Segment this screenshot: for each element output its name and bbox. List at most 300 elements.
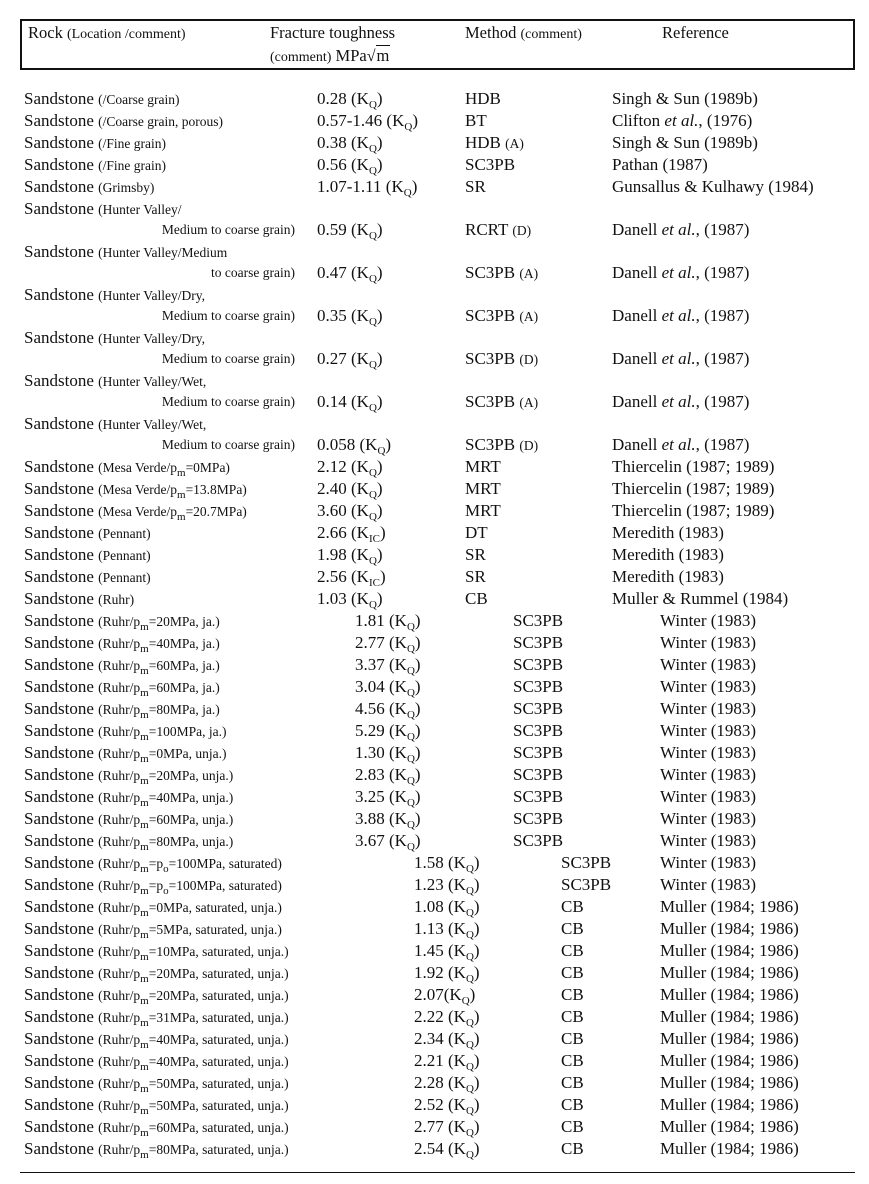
reference-author: Winter (1983): [660, 677, 757, 696]
method-cell: [513, 610, 563, 632]
rock-location-line2: Medium to coarse grain): [161, 351, 295, 366]
toughness-cell: $2.07(K_Q)$: [414, 985, 476, 1007]
reference-cell: [660, 632, 756, 654]
reference-cell: [660, 830, 756, 852]
method-value: MRT: [465, 457, 501, 476]
subscript-m: m: [140, 1039, 149, 1051]
method-value: CB: [465, 589, 488, 608]
header-reference: Reference: [662, 23, 729, 42]
method-cell: [513, 654, 563, 676]
subscript-m: m: [140, 951, 149, 963]
toughness-value: 0.14: [317, 392, 347, 411]
method-cell: [513, 808, 563, 830]
toughness-cell: 2.40 $(K_Q)$: [317, 479, 383, 501]
toughness-cell: 0.56 $(K_Q)$: [317, 155, 383, 177]
rock-cell: [24, 1050, 289, 1073]
method-value: SC3PB: [513, 721, 564, 740]
reference-cell: [612, 132, 758, 154]
method-value: CB: [561, 985, 584, 1004]
method-value: SC3PB: [513, 831, 564, 850]
rock-location-end: =40MPa, saturated, unja.): [148, 1054, 289, 1069]
method-cell: [561, 918, 584, 940]
toughness-value: 3.88: [355, 809, 385, 828]
subscript-o: o: [163, 885, 169, 897]
rock-location: (Ruhr/p: [98, 1076, 141, 1091]
table-row: [0, 588, 869, 610]
method-note: (A): [519, 266, 539, 281]
k-subscript: Q: [465, 1105, 474, 1117]
rock-location-end: =50MPa, saturated, unja.): [148, 1076, 289, 1091]
rock-cell: [24, 1138, 289, 1161]
toughness-cell: 2.21 $(K_Q)$: [414, 1051, 480, 1073]
rock-location-line2: to coarse grain): [211, 265, 295, 280]
rock-location: (Ruhr/p: [98, 658, 141, 673]
rock-location: (Ruhr/p: [98, 1010, 141, 1025]
k-subscript: Q: [465, 907, 474, 919]
reference-author: Meredith (1983): [612, 523, 724, 542]
method-cell: [465, 478, 501, 500]
toughness-cell: 0.35 $(K_Q)$: [317, 306, 383, 328]
rock-location: (Ruhr/p: [98, 680, 141, 695]
header-toughness-unit: (comment) MPa√m: [270, 46, 390, 65]
table-row: [0, 176, 869, 198]
toughness-cell: 1.13 $(K_Q)$: [414, 919, 480, 941]
rock-name: Sandstone: [24, 655, 94, 674]
rock-location-end: =40MPa, ja.): [148, 636, 220, 651]
reference-author: Danell: [612, 392, 658, 411]
rock-location-line2: Medium to coarse grain): [161, 437, 295, 452]
rock-location: (Ruhr/p: [98, 724, 141, 739]
table-row: [0, 544, 869, 566]
reference-cell: [612, 154, 708, 176]
k-subscript: Q: [368, 359, 377, 371]
method-value: SC3PB: [561, 875, 612, 894]
subscript-m: m: [140, 907, 149, 919]
rock-location: (Mesa Verde/p: [98, 504, 177, 519]
rock-cell: [24, 544, 151, 567]
reference-cell: [612, 262, 749, 284]
method-cell: [561, 1072, 584, 1094]
rock-cell: [24, 1094, 289, 1117]
k-subscript: Q: [404, 121, 413, 133]
rock-location: (Hunter Valley/Wet,: [98, 417, 207, 432]
toughness-cell: 1.81 $(K_Q)$: [355, 611, 421, 633]
reference-cell: [612, 456, 774, 478]
rock-location: (Hunter Valley/: [98, 202, 182, 217]
rock-location-end: =13.8MPa): [185, 482, 247, 497]
toughness-cell: 2.56 $(K_{IC})$: [317, 567, 386, 589]
k-subscript: Q: [368, 143, 377, 155]
subscript-m: m: [140, 709, 149, 721]
method-cell: [465, 88, 501, 110]
reference-author: Winter (1983): [660, 875, 757, 894]
subscript-m: m: [140, 819, 149, 831]
toughness-value: 2.54: [414, 1139, 444, 1158]
method-value: CB: [561, 1051, 584, 1070]
table-row: [0, 742, 869, 764]
et-al: et al.: [661, 349, 696, 368]
method-value: SC3PB: [513, 787, 564, 806]
toughness-cell: 1.58 $(K_Q)$: [414, 853, 480, 875]
rock-name: Sandstone: [24, 963, 94, 982]
subscript-m: m: [140, 775, 149, 787]
method-cell: [513, 786, 563, 808]
table-row: [0, 154, 869, 176]
toughness-value: 0.56: [317, 155, 347, 174]
rock-name: Sandstone: [24, 721, 94, 740]
rock-cell: [24, 632, 220, 655]
table-row: [0, 1006, 869, 1028]
k-subscript: Q: [406, 709, 415, 721]
method-value: MRT: [465, 479, 501, 498]
toughness-cell: 2.54 $(K_Q)$: [414, 1139, 480, 1161]
rock-cell: [24, 654, 220, 677]
reference-author: Winter (1983): [660, 699, 757, 718]
reference-cell: [660, 1006, 799, 1028]
reference-author: Muller (1984; 1986): [660, 1139, 799, 1158]
toughness-cell: 2.77 $(K_Q)$: [414, 1117, 480, 1139]
method-value: SC3PB: [513, 611, 564, 630]
method-value: SC3PB: [465, 155, 516, 174]
method-cell: [561, 940, 584, 962]
toughness-value: 1.58: [414, 853, 444, 872]
k-subscript: Q: [368, 555, 377, 567]
table-header: [20, 19, 855, 70]
table-row: [0, 522, 869, 544]
toughness-cell: 1.07-1.11 $(K_Q)$: [317, 177, 418, 199]
toughness-value: 1.81: [355, 611, 385, 630]
method-cell: [465, 176, 486, 198]
k-subscript: Q: [465, 1039, 474, 1051]
rock-name: Sandstone: [24, 328, 94, 347]
table-row: [0, 1050, 869, 1072]
rock-location-end: =0MPa): [185, 460, 230, 475]
rock-location: (/Fine grain): [98, 158, 166, 173]
rock-location: (Ruhr/p: [98, 1054, 141, 1069]
rock-name: Sandstone: [24, 633, 94, 652]
reference-cell: [612, 434, 749, 456]
method-cell: [465, 305, 538, 328]
method-value: RCRT: [465, 220, 509, 239]
reference-author: Winter (1983): [660, 787, 757, 806]
reference-author: Muller (1984; 1986): [660, 1117, 799, 1136]
rock-name: Sandstone: [24, 567, 94, 586]
k-subscript: Q: [368, 273, 377, 285]
table-row: [0, 764, 869, 786]
reference-cell: [660, 1138, 799, 1160]
table-row: [0, 241, 869, 284]
reference-author: Clifton: [612, 111, 661, 130]
reference-cell: [612, 544, 724, 566]
rock-name: Sandstone: [24, 897, 94, 916]
toughness-cell: 0.27 $(K_Q)$: [317, 349, 383, 371]
rock-name: Sandstone: [24, 809, 94, 828]
reference-cell: [612, 88, 758, 110]
method-value: HDB: [465, 133, 501, 152]
reference-author: Muller (1984; 1986): [660, 1029, 799, 1048]
rock-location: (Ruhr/p: [98, 746, 141, 761]
et-al: et al.: [661, 306, 696, 325]
rock-name: Sandstone: [24, 787, 94, 806]
method-cell: [465, 588, 488, 610]
rock-name: Sandstone: [24, 677, 94, 696]
method-cell: [513, 720, 563, 742]
rock-cell: [24, 698, 220, 721]
reference-year: , (1987): [695, 435, 750, 454]
toughness-cell: 0.28 $(K_Q)$: [317, 89, 383, 111]
method-cell: [513, 698, 563, 720]
k-subscript: Q: [377, 445, 386, 457]
toughness-cell: 2.34 $(K_Q)$: [414, 1029, 480, 1051]
toughness-value: 2.77: [355, 633, 385, 652]
k-subscript: Q: [465, 973, 474, 985]
reference-cell: [660, 1116, 799, 1138]
rock-cell: [24, 1006, 289, 1029]
reference-year: , (1976): [698, 111, 753, 130]
reference-cell: [660, 1094, 799, 1116]
reference-author: Muller & Rummel (1984): [612, 589, 789, 608]
subscript-m: m: [140, 995, 149, 1007]
k-subscript: Q: [461, 995, 470, 1007]
rock-name: Sandstone: [24, 523, 94, 542]
table-row: [0, 110, 869, 132]
toughness-value: 3.37: [355, 655, 385, 674]
rock-name: Sandstone: [24, 1139, 94, 1158]
method-value: SC3PB: [513, 809, 564, 828]
reference-year: , (1987): [695, 306, 750, 325]
toughness-cell: 1.23 $(K_Q)$: [414, 875, 480, 897]
toughness-value: 2.52: [414, 1095, 444, 1114]
k-subscript: IC: [368, 533, 380, 545]
toughness-cell: 3.25 $(K_Q)$: [355, 787, 421, 809]
table-row: [0, 456, 869, 478]
rock-cell: [24, 588, 134, 611]
rock-name: Sandstone: [24, 1073, 94, 1092]
method-value: CB: [561, 1073, 584, 1092]
rock-cell: [24, 284, 205, 307]
subscript-m: m: [140, 885, 149, 897]
toughness-cell: 2.22 $(K_Q)$: [414, 1007, 480, 1029]
toughness-cell: 1.45 $(K_Q)$: [414, 941, 480, 963]
rock-location-end: =100MPa, saturated): [168, 878, 282, 893]
subscript-m: m: [140, 841, 149, 853]
reference-cell: [660, 676, 756, 698]
method-cell: [513, 830, 563, 852]
reference-author: Winter (1983): [660, 853, 757, 872]
rock-cell: [24, 1028, 289, 1051]
rock-name: Sandstone: [24, 985, 94, 1004]
rock-location: (Ruhr/p: [98, 614, 141, 629]
method-note: (D): [512, 223, 532, 238]
table-row: [0, 566, 869, 588]
method-cell: [561, 1138, 584, 1160]
rock-location: (Mesa Verde/p: [98, 460, 177, 475]
rock-location: (Grimsby): [98, 180, 155, 195]
reference-cell: [612, 391, 749, 413]
method-cell: [561, 1116, 584, 1138]
header-rock: Rock (Location /comment): [28, 23, 186, 42]
subscript-m: m: [140, 1061, 149, 1073]
method-value: CB: [561, 1139, 584, 1158]
rock-location-end: =60MPa, ja.): [148, 658, 220, 673]
rock-location-mid: =p: [148, 878, 164, 893]
method-value: DT: [465, 523, 488, 542]
subscript-m: m: [140, 929, 149, 941]
reference-cell: [612, 348, 749, 370]
rock-cell: [24, 198, 182, 221]
rock-location: (Pennant): [98, 526, 151, 541]
method-value: MRT: [465, 501, 501, 520]
toughness-value: 1.07-1.11: [317, 177, 382, 196]
k-subscript: Q: [406, 621, 415, 633]
rock-location-end: =80MPa, ja.): [148, 702, 220, 717]
rock-cell: [24, 610, 220, 633]
rock-location-end: =60MPa, ja.): [148, 680, 220, 695]
method-cell: [465, 262, 538, 285]
k-subscript: Q: [465, 1149, 474, 1161]
subscript-m: m: [140, 731, 149, 743]
k-subscript: Q: [406, 841, 415, 853]
method-cell: [465, 154, 515, 176]
rock-location-line2: Medium to coarse grain): [161, 222, 295, 237]
table-row: [0, 918, 869, 940]
rock-location-end: =0MPa, unja.): [148, 746, 227, 761]
toughness-cell: 2.83 $(K_Q)$: [355, 765, 421, 787]
rock-cell: [24, 132, 166, 155]
k-subscript: Q: [465, 1083, 474, 1095]
rock-location-end: =60MPa, unja.): [148, 812, 234, 827]
rock-name: Sandstone: [24, 111, 94, 130]
reference-author: Pathan (1987): [612, 155, 708, 174]
rock-name: Sandstone: [24, 1051, 94, 1070]
subscript-m: m: [140, 1017, 149, 1029]
reference-cell: [660, 1072, 799, 1094]
table-row: [0, 896, 869, 918]
toughness-value: 1.23: [414, 875, 444, 894]
reference-author: Muller (1984; 1986): [660, 1007, 799, 1026]
subscript-m: m: [177, 489, 186, 501]
toughness-value: 0.57-1.46: [317, 111, 383, 130]
reference-author: Muller (1984; 1986): [660, 1051, 799, 1070]
rock-location: (Hunter Valley/Dry,: [98, 331, 205, 346]
rock-name: Sandstone: [24, 1029, 94, 1048]
rock-location-line2: Medium to coarse grain): [161, 308, 295, 323]
rock-location: (Ruhr/p: [98, 966, 141, 981]
toughness-cell: 3.37 $(K_Q)$: [355, 655, 421, 677]
k-subscript: Q: [406, 797, 415, 809]
method-note: (A): [505, 136, 524, 151]
k-subscript: Q: [368, 599, 377, 611]
rock-location: (Pennant): [98, 548, 151, 563]
rock-location-end: =20MPa, unja.): [148, 768, 234, 783]
rock-cell: [24, 786, 233, 809]
rock-cell: [24, 566, 151, 589]
reference-author: Danell: [612, 349, 658, 368]
toughness-value: 2.34: [414, 1029, 444, 1048]
rock-name: Sandstone: [24, 545, 94, 564]
rock-name: Sandstone: [24, 242, 94, 261]
method-cell: [465, 566, 486, 588]
toughness-value: 0.27: [317, 349, 347, 368]
rock-location: (Ruhr/p: [98, 1098, 141, 1113]
k-subscript: Q: [406, 687, 415, 699]
method-value: SC3PB: [465, 435, 516, 454]
rock-location-end: =80MPa, saturated, unja.): [148, 1142, 289, 1157]
rock-location: (Ruhr/p: [98, 944, 141, 959]
table-row: [0, 984, 869, 1006]
rock-cell: [24, 940, 289, 963]
rock-cell: [24, 962, 289, 985]
toughness-value: 0.47: [317, 263, 347, 282]
method-value: SC3PB: [513, 677, 564, 696]
reference-cell: [660, 896, 799, 918]
toughness-cell: 0.47 $(K_Q)$: [317, 263, 383, 285]
k-subscript: Q: [465, 1127, 474, 1139]
toughness-value: 2.83: [355, 765, 385, 784]
reference-cell: [612, 176, 814, 198]
subscript-m: m: [140, 687, 149, 699]
toughness-value: 1.30: [355, 743, 385, 762]
k-subscript: Q: [465, 929, 474, 941]
toughness-cell: 1.03 $(K_Q)$: [317, 589, 383, 611]
et-al: et al.: [661, 220, 696, 239]
toughness-cell: 2.12 $(K_Q)$: [317, 457, 383, 479]
method-value: SC3PB: [513, 655, 564, 674]
et-al: et al.: [661, 392, 696, 411]
reference-cell: [612, 522, 724, 544]
toughness-value: 1.13: [414, 919, 444, 938]
reference-cell: [660, 874, 756, 896]
method-value: SR: [465, 567, 486, 586]
et-al: et al.: [661, 435, 696, 454]
rock-location-end: =40MPa, unja.): [148, 790, 234, 805]
k-subscript: Q: [465, 885, 474, 897]
header-method: Method (comment): [465, 23, 582, 42]
toughness-cell: 1.98 $(K_Q)$: [317, 545, 383, 567]
rock-name: Sandstone: [24, 177, 94, 196]
table-row: [0, 413, 869, 456]
table-row: [0, 632, 869, 654]
method-note: (D): [519, 438, 539, 453]
rock-location-end: =100MPa, ja.): [148, 724, 227, 739]
toughness-cell: 4.56 $(K_Q)$: [355, 699, 421, 721]
rock-location: (/Coarse grain): [98, 92, 180, 107]
subscript-m: m: [140, 643, 149, 655]
method-note: (A): [519, 309, 539, 324]
rock-location: (/Fine grain): [98, 136, 166, 151]
rock-name: Sandstone: [24, 457, 94, 476]
k-subscript: Q: [368, 467, 377, 479]
reference-cell: [660, 610, 756, 632]
reference-cell: [612, 478, 774, 500]
toughness-value: 1.03: [317, 589, 347, 608]
rock-cell: [24, 456, 230, 479]
reference-author: Muller (1984; 1986): [660, 897, 799, 916]
table-row: [0, 654, 869, 676]
rock-cell: [24, 830, 233, 853]
rock-location: (Ruhr/p: [98, 988, 141, 1003]
table-row: [0, 874, 869, 896]
table-row: [0, 370, 869, 413]
reference-cell: [660, 852, 756, 874]
rock-location: (Mesa Verde/p: [98, 482, 177, 497]
table-row: [0, 786, 869, 808]
method-value: CB: [561, 1007, 584, 1026]
method-cell: [561, 1094, 584, 1116]
k-subscript: Q: [368, 230, 377, 242]
rock-location-end: =20MPa, ja.): [148, 614, 220, 629]
rock-cell: [24, 896, 282, 919]
